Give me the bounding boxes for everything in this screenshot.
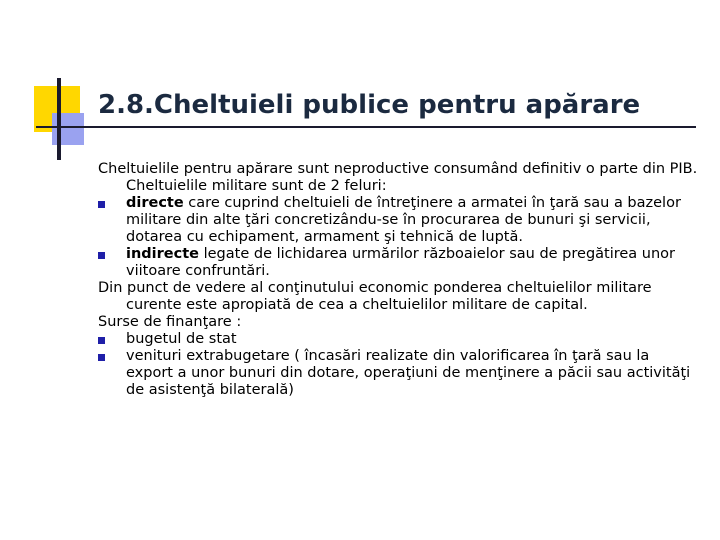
paragraph-intro: Cheltuielile pentru apărare sunt neproductive consumând definitiv o parte din PIB. xyxy=(98,161,698,177)
text-indirect: legate de lichidarea urmărilor războaielor sau de pregătirea unor viitoare confruntări. xyxy=(126,246,676,279)
list-item-state-budget xyxy=(98,331,698,348)
text-extrabudgetary: venituri extrabugetare ( încasări realizate din valorificarea în ţară sau la export a unor bunuri din dotare, operaţiuni de menţinere a păcii sau activităţi de asistenţă bilaterală) xyxy=(126,348,691,398)
list-item-indirect xyxy=(98,246,698,280)
square-bullet-icon xyxy=(98,201,105,208)
square-bullet-icon xyxy=(98,337,105,344)
paragraph-economic: Din punct de vedere al conţinutului economic ponderea cheltuielilor militare curente este apropiată de cea a cheltuielilor militare de capital. xyxy=(98,280,652,313)
list-item-extrabudgetary xyxy=(98,348,698,399)
term-indirect: indirecte xyxy=(126,246,199,262)
paragraph-types: Cheltuielile militare sunt de 2 feluri: xyxy=(126,178,387,194)
paragraph-sources: Surse de finanţare : xyxy=(98,314,242,330)
square-bullet-icon xyxy=(98,354,105,361)
square-bullet-icon xyxy=(98,252,105,259)
slide-body xyxy=(98,161,698,399)
slide-title: 2.8.Cheltuieli publice pentru apărare xyxy=(98,90,641,120)
list-item-direct xyxy=(98,195,698,246)
title-underline xyxy=(36,126,696,128)
decor-vertical-line xyxy=(57,78,61,160)
term-direct: directe xyxy=(126,195,184,211)
text-direct: care cuprind cheltuieli de întreţinere a armatei în ţară sau a bazelor militare din alte ţări concretizându-se în procurarea de bunuri şi servicii, dotarea cu echipament, armament şi tehnică de luptă. xyxy=(126,195,681,245)
text-state-budget: bugetul de stat xyxy=(126,331,237,347)
